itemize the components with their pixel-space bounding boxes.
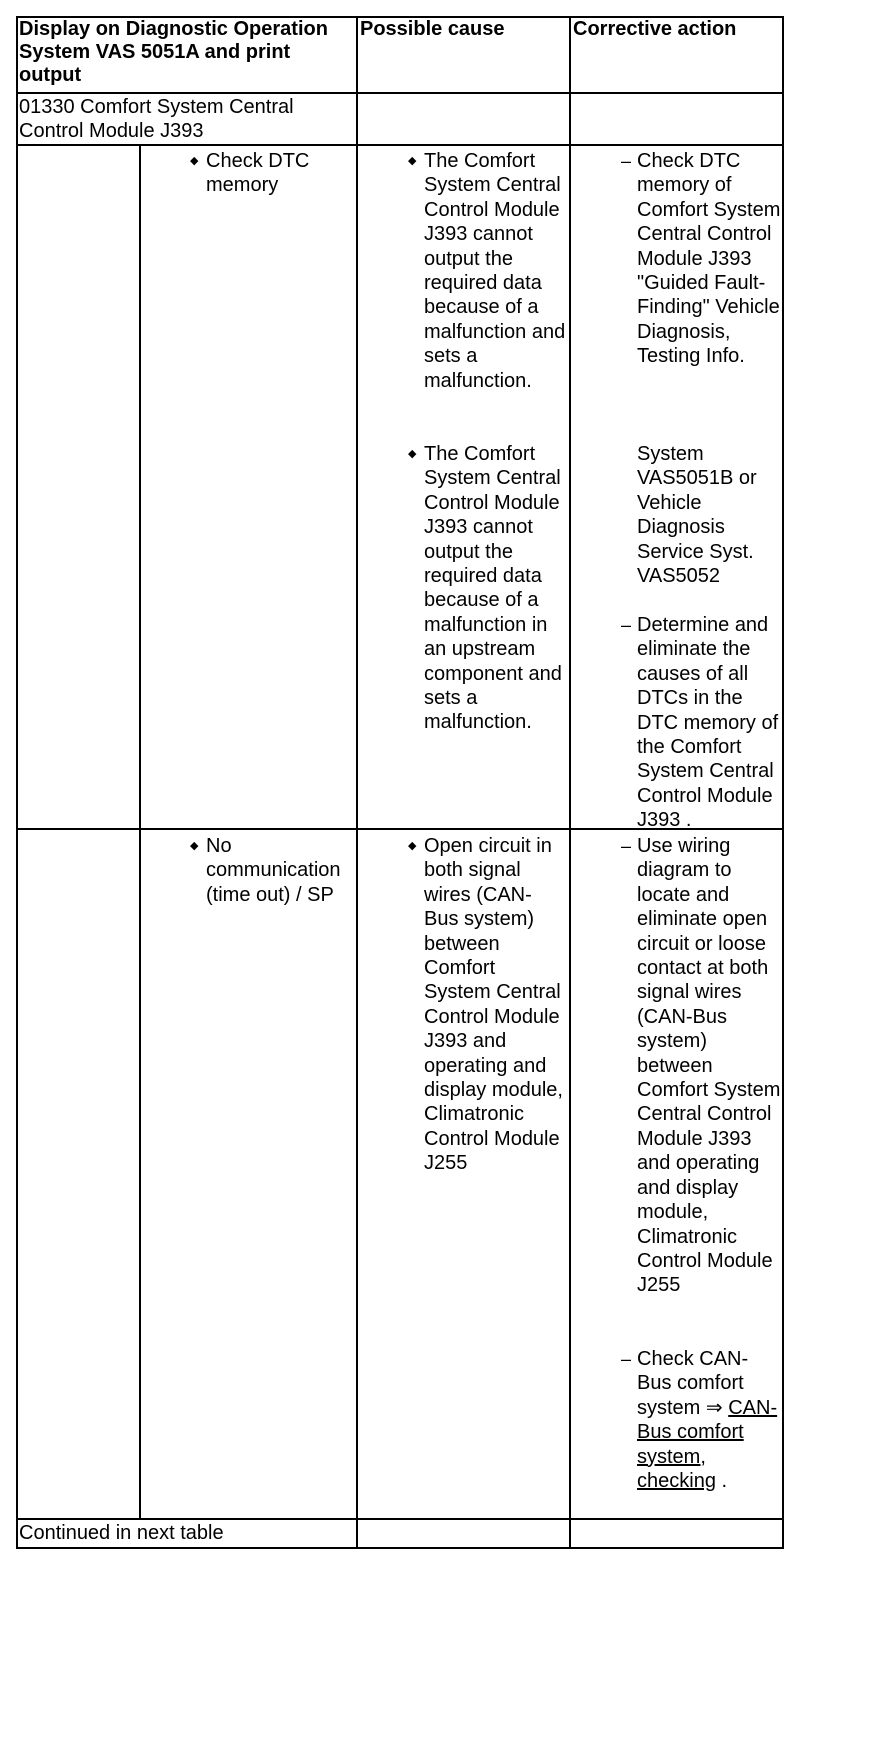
table-border-bottom [16,1547,784,1549]
module-row-separator [16,144,784,146]
row1-action-2: Determine and eliminate the causes of all DTCs in the DTC memory of the Comfort System Central Control Module J393 . [637,614,779,832]
module-label: 01330 Comfort System Central Control Module J393 [19,96,294,143]
row2-action-2-after-link: . [715,1470,728,1493]
row2-action-2-text: Check CAN-Bus comfort system ⇒ [637,1348,749,1419]
row1-cause-1: The Comfort System Central Control Module J393 cannot output the required data because of a malfunction and sets a malfunction. [424,150,566,392]
bullet-icon: ◆ [190,840,199,852]
dash-icon: – [621,615,632,635]
table-border-right [782,16,784,1549]
dash-icon: – [621,151,632,171]
bullet-icon: ◆ [190,155,199,167]
column-separator-1 [356,16,358,1549]
diagnostic-table [16,16,782,1549]
table-border-left [16,16,18,1549]
row2-cause-1: Open circuit in both signal wires (CAN-Bus system) between Comfort System Central Control Module J393 and operating and display module, Climatronic Control Module J255 [424,835,563,1175]
bullet-icon: ◆ [408,840,417,852]
row1-cause-2: The Comfort System Central Control Module J393 cannot output the required data because of a malfunction in an upstream component and sets a malfunction. [424,443,562,734]
header-display: Display on Diagnostic Operation System VAS 5051A and print output [19,18,328,86]
can-bus-check-link[interactable]: CAN-Bus comfort system, checking [637,1396,778,1493]
row1-display: Check DTC memory [206,150,310,197]
header-action: Corrective action [573,18,737,40]
footer-separator [16,1518,784,1520]
bullet-icon: ◆ [408,155,417,167]
row2-action-2 [637,1347,782,1493]
row2-action-1: Use wiring diagram to locate and eliminate open circuit or loose contact at both signal wires (CAN-Bus system) between Comfort System Central Control Module J393 and operating and display module, Climatronic Control Module J255 [637,835,781,1297]
row1-action-1: Check DTC memory of Comfort System Central Control Module J393 "Guided Fault-Finding" Vehicle Diagnosis, Testing Info. [637,150,781,368]
row2-display: No communication (time out) / SP [206,835,341,906]
row1-action-1-extra: System VAS5051B or Vehicle Diagnosis Service Syst. VAS5052 [637,443,757,588]
column-separator-2 [569,16,571,1549]
subcolumn-separator [139,144,141,1518]
dash-icon: – [621,836,632,856]
header-separator [16,92,784,94]
header-cause: Possible cause [360,18,505,40]
dash-icon: – [621,1349,632,1369]
bullet-icon: ◆ [408,448,417,460]
continued-note: Continued in next table [19,1522,224,1544]
